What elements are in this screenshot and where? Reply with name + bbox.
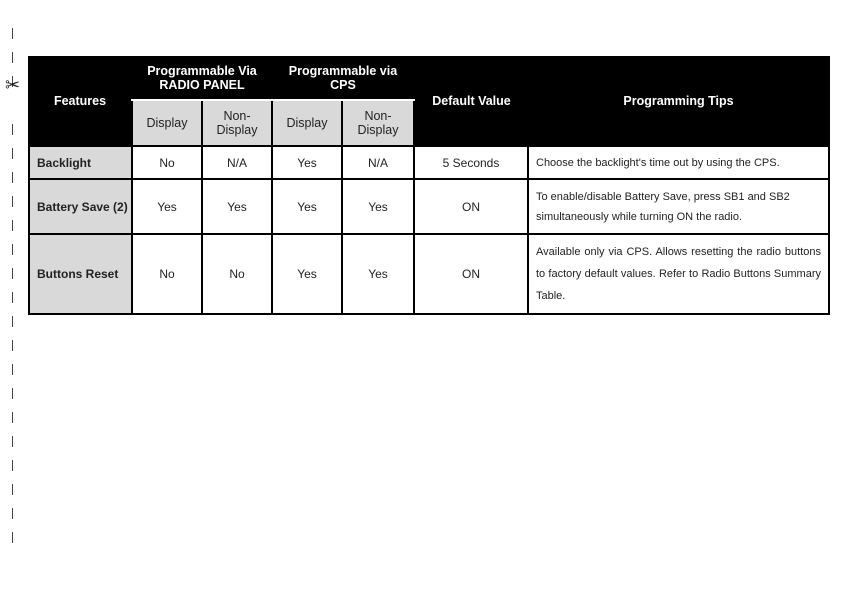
header-features: Features (29, 56, 132, 146)
cps-non-display-value: Yes (342, 234, 414, 314)
cps-non-display-value: N/A (342, 146, 414, 179)
header-programming-tips: Programming Tips (528, 56, 829, 146)
cps-display-value: Yes (272, 179, 342, 234)
subheader-cps-non-display (342, 100, 414, 146)
feature-name: Battery Save (2) (29, 179, 132, 234)
default-value: ON (414, 179, 528, 234)
features-table (28, 56, 830, 315)
feature-name: Backlight (29, 146, 132, 179)
cps-display-value: Yes (272, 146, 342, 179)
table-row (29, 146, 829, 179)
header-default-value: Default Value (414, 56, 528, 146)
subheader-radio-non-display (202, 100, 272, 146)
programming-tip: Choose the backlight's time out by using the CPS. (528, 146, 829, 179)
radio-non-display-value: N/A (202, 146, 272, 179)
header-group-radio-label: Programmable Via RADIO PANEL (147, 63, 257, 92)
feature-name: Buttons Reset (29, 234, 132, 314)
radio-display-value: Yes (132, 179, 202, 234)
subheader-radio-display: Display (132, 100, 202, 146)
programming-tip: To enable/disable Battery Save, press SB1 and SB2 simultaneously while turning ON the radio. (528, 179, 829, 234)
radio-display-value: No (132, 146, 202, 179)
scissors-icon: ✂ (5, 75, 21, 96)
header-group-radio-panel (132, 56, 272, 100)
subheader-cps-display: Display (272, 100, 342, 146)
radio-non-display-value: Yes (202, 179, 272, 234)
radio-display-value: No (132, 234, 202, 314)
cps-non-display-value: Yes (342, 179, 414, 234)
cut-line (12, 28, 14, 548)
table-row (29, 179, 829, 234)
subheader-cps-non-display-label: Non-Display (357, 109, 399, 137)
subheader-radio-non-display-label: Non-Display (216, 109, 258, 137)
programming-tip: Available only via CPS. Allows resetting the radio buttons to factory default values. Refer to Radio Buttons Summary Table. (528, 234, 829, 314)
header-group-cps-label: Programmable via CPS (288, 63, 398, 92)
table-row (29, 234, 829, 314)
radio-non-display-value: No (202, 234, 272, 314)
cps-display-value: Yes (272, 234, 342, 314)
default-value: 5 Seconds (414, 146, 528, 179)
default-value: ON (414, 234, 528, 314)
header-group-cps (272, 56, 414, 100)
